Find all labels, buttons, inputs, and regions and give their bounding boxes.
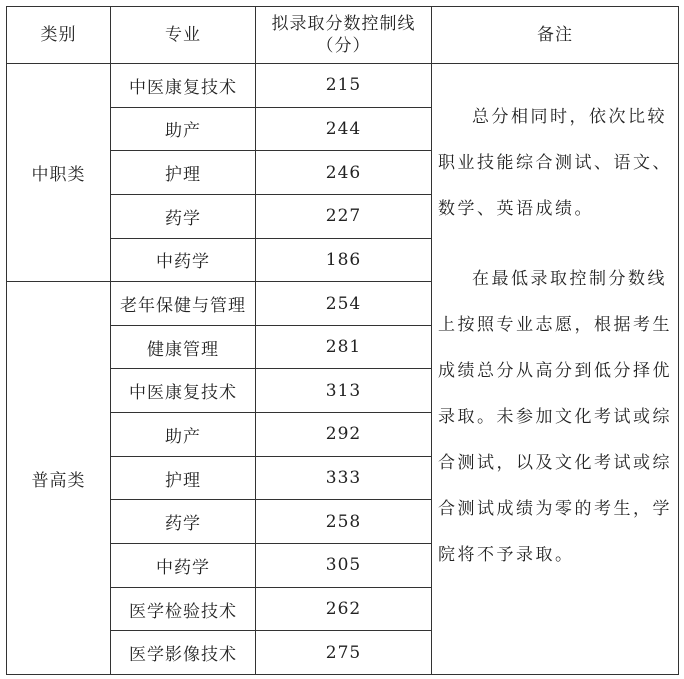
major-cell: 药学 xyxy=(111,194,256,238)
major-cell: 药学 xyxy=(111,500,256,544)
major-cell: 老年保健与管理 xyxy=(111,282,256,326)
major-cell: 健康管理 xyxy=(111,325,256,369)
table-body xyxy=(7,7,679,675)
score-cell: 313 xyxy=(256,369,432,413)
major-cell: 中医康复技术 xyxy=(111,64,256,108)
major-cell: 护理 xyxy=(111,151,256,195)
score-cell: 215 xyxy=(256,64,432,108)
major-cell: 中医康复技术 xyxy=(111,369,256,413)
category-cell: 普高类 xyxy=(7,282,111,675)
score-cell: 244 xyxy=(256,107,432,151)
header-note: 备注 xyxy=(432,7,679,64)
score-cell: 333 xyxy=(256,456,432,500)
major-cell: 医学检验技术 xyxy=(111,587,256,631)
header-score-line1: 拟录取分数控制线 xyxy=(271,14,416,34)
score-cell: 258 xyxy=(256,500,432,544)
score-cell: 186 xyxy=(256,238,432,282)
score-cell: 246 xyxy=(256,151,432,195)
score-cell: 227 xyxy=(256,194,432,238)
admission-score-table-wrapper xyxy=(6,6,678,674)
header-category: 类别 xyxy=(7,7,111,64)
score-cell: 262 xyxy=(256,587,432,631)
category-cell: 中职类 xyxy=(7,64,111,282)
major-cell: 医学影像技术 xyxy=(111,631,256,675)
score-cell: 275 xyxy=(256,631,432,675)
note-cell xyxy=(432,64,679,675)
header-score xyxy=(256,7,432,64)
major-cell: 助产 xyxy=(111,413,256,457)
header-row xyxy=(7,7,679,64)
score-cell: 254 xyxy=(256,282,432,326)
header-major: 专业 xyxy=(111,7,256,64)
table-row xyxy=(7,64,679,108)
score-cell: 281 xyxy=(256,325,432,369)
note-paragraph-2: 在最低录取控制分数线上按照专业志愿，根据考生成绩总分从高分到低分择优录取。未参加文化考试或综合测试，以及文化考试或综合测试成绩为零的考生，学院将不予录取。 xyxy=(438,269,672,565)
header-score-line2: （分） xyxy=(316,36,371,56)
major-cell: 中药学 xyxy=(111,238,256,282)
score-cell: 292 xyxy=(256,413,432,457)
score-cell: 305 xyxy=(256,544,432,588)
admission-score-table xyxy=(6,6,679,675)
major-cell: 中药学 xyxy=(111,544,256,588)
major-cell: 助产 xyxy=(111,107,256,151)
note-paragraph-1: 总分相同时，依次比较职业技能综合测试、语文、数学、英语成绩。 xyxy=(438,107,672,219)
major-cell: 护理 xyxy=(111,456,256,500)
